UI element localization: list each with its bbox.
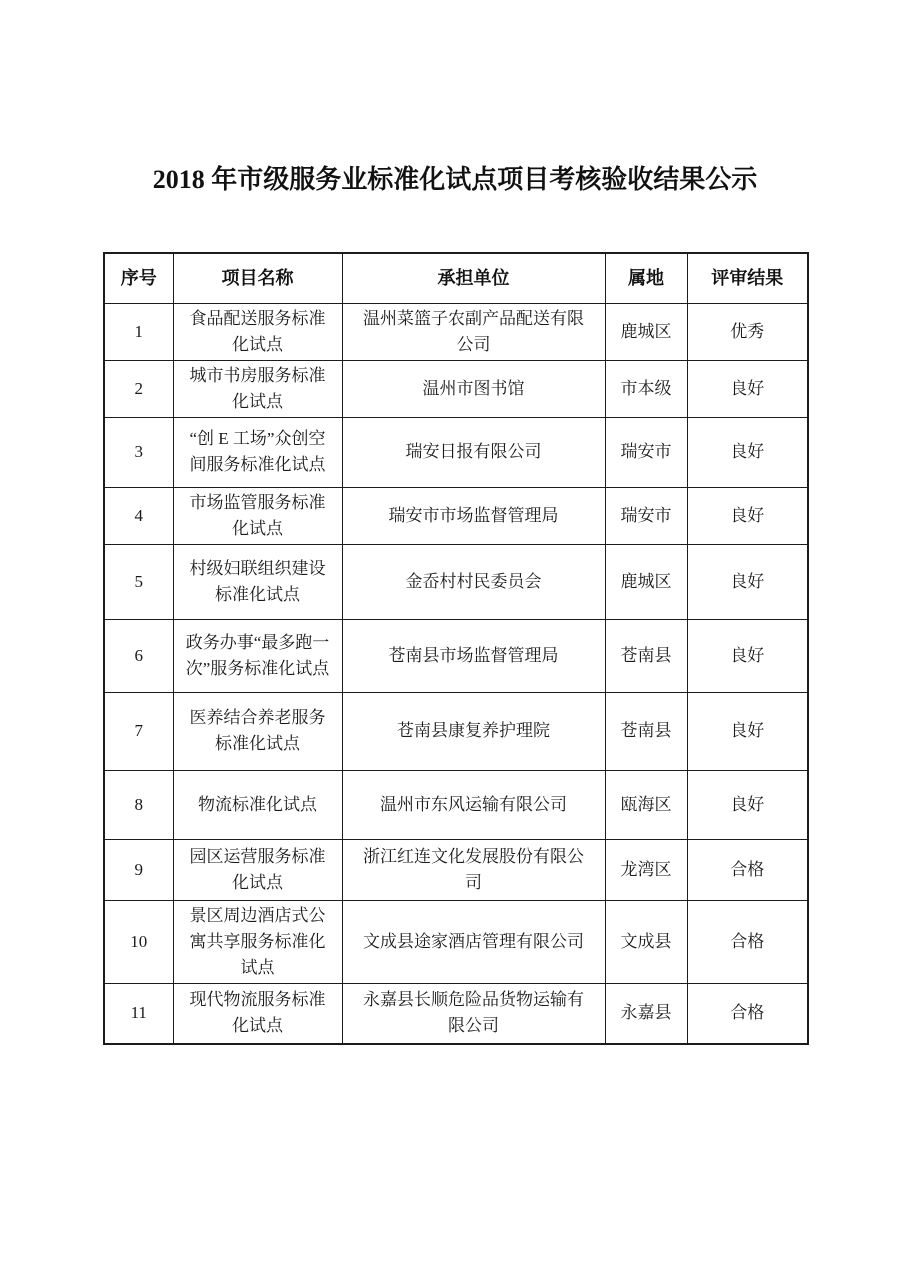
cell-district: 鹿城区 [605, 303, 687, 360]
cell-district: 瑞安市 [605, 417, 687, 487]
cell-no: 9 [104, 839, 173, 900]
table-row [104, 417, 808, 487]
cell-district: 鹿城区 [605, 544, 687, 619]
cell-district: 瓯海区 [605, 770, 687, 839]
table-row [104, 487, 808, 544]
cell-no: 10 [104, 900, 173, 983]
table-row [104, 692, 808, 770]
cell-unit: 温州市东风运输有限公司 [342, 770, 605, 839]
cell-no: 8 [104, 770, 173, 839]
cell-project: 食品配送服务标准化试点 [173, 303, 342, 360]
cell-project: 村级妇联组织建设标准化试点 [173, 544, 342, 619]
cell-result: 良好 [687, 360, 808, 417]
cell-district: 文成县 [605, 900, 687, 983]
cell-unit: 浙江红连文化发展股份有限公司 [342, 839, 605, 900]
document-title: 2018 年市级服务业标准化试点项目考核验收结果公示 [152, 165, 758, 194]
cell-no: 1 [104, 303, 173, 360]
cell-unit: 苍南县康复养护理院 [342, 692, 605, 770]
header-row [104, 253, 808, 303]
cell-unit: 金岙村村民委员会 [342, 544, 605, 619]
table-row [104, 983, 808, 1044]
col-header-no: 序号 [104, 253, 173, 303]
cell-project: 医养结合养老服务标准化试点 [173, 692, 342, 770]
cell-unit: 文成县途家酒店管理有限公司 [342, 900, 605, 983]
cell-district: 瑞安市 [605, 487, 687, 544]
cell-unit: 瑞安市市场监督管理局 [342, 487, 605, 544]
col-header-district: 属地 [605, 253, 687, 303]
cell-district: 市本级 [605, 360, 687, 417]
table-row [104, 303, 808, 360]
cell-unit: 苍南县市场监督管理局 [342, 619, 605, 692]
col-header-project: 项目名称 [173, 253, 342, 303]
cell-result: 良好 [687, 487, 808, 544]
col-header-result: 评审结果 [687, 253, 808, 303]
cell-unit: 瑞安日报有限公司 [342, 417, 605, 487]
cell-no: 2 [104, 360, 173, 417]
cell-no: 7 [104, 692, 173, 770]
cell-district: 永嘉县 [605, 983, 687, 1044]
table-row [104, 839, 808, 900]
cell-project: 园区运营服务标准化试点 [173, 839, 342, 900]
results-table [103, 252, 809, 1045]
cell-district: 苍南县 [605, 619, 687, 692]
cell-result: 良好 [687, 770, 808, 839]
cell-no: 5 [104, 544, 173, 619]
cell-project: 政务办事“最多跑一次”服务标准化试点 [173, 619, 342, 692]
cell-no: 6 [104, 619, 173, 692]
table-row [104, 770, 808, 839]
cell-project: 城市书房服务标准化试点 [173, 360, 342, 417]
cell-result: 良好 [687, 619, 808, 692]
cell-project: 物流标准化试点 [173, 770, 342, 839]
cell-no: 3 [104, 417, 173, 487]
table-row [104, 360, 808, 417]
cell-result: 合格 [687, 983, 808, 1044]
cell-result: 合格 [687, 900, 808, 983]
table-row [104, 619, 808, 692]
cell-district: 苍南县 [605, 692, 687, 770]
cell-project: 景区周边酒店式公寓共享服务标准化试点 [173, 900, 342, 983]
cell-unit: 温州市图书馆 [342, 360, 605, 417]
cell-result: 良好 [687, 692, 808, 770]
cell-no: 4 [104, 487, 173, 544]
cell-result: 优秀 [687, 303, 808, 360]
cell-result: 合格 [687, 839, 808, 900]
cell-unit: 永嘉县长顺危险品货物运输有限公司 [342, 983, 605, 1044]
cell-result: 良好 [687, 417, 808, 487]
cell-unit: 温州菜篮子农副产品配送有限公司 [342, 303, 605, 360]
cell-project: “创 E 工场”众创空间服务标准化试点 [173, 417, 342, 487]
col-header-unit: 承担单位 [342, 253, 605, 303]
cell-district: 龙湾区 [605, 839, 687, 900]
cell-project: 市场监管服务标准化试点 [173, 487, 342, 544]
cell-project: 现代物流服务标准化试点 [173, 983, 342, 1044]
cell-result: 良好 [687, 544, 808, 619]
table-row [104, 544, 808, 619]
table-row [104, 900, 808, 983]
cell-no: 11 [104, 983, 173, 1044]
